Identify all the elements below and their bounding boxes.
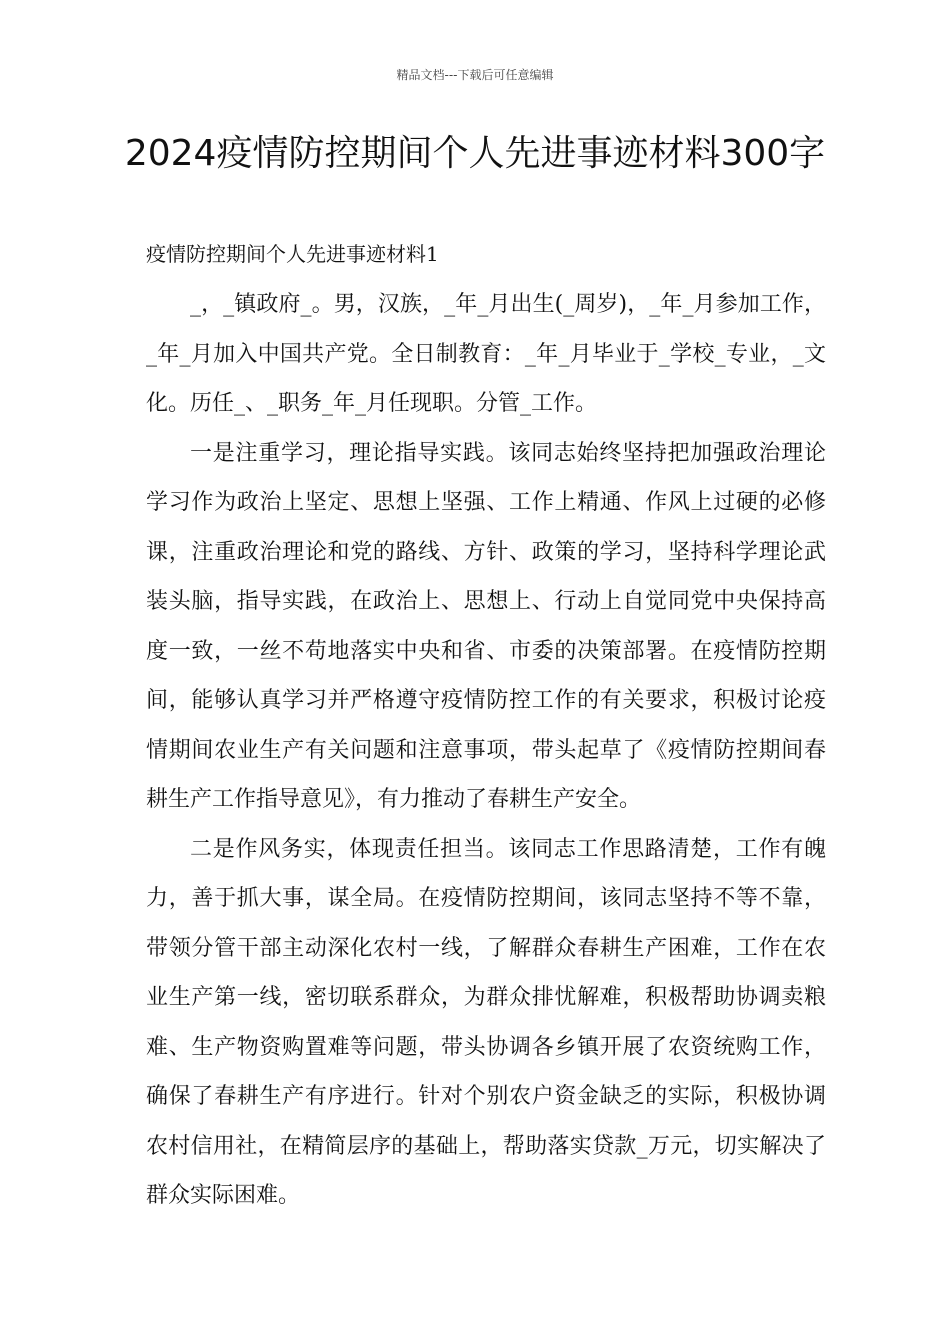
paragraph-3: 二是作风务实，体现责任担当。该同志工作思路清楚，工作有魄力，善于抓大事，谋全局。在疫情防控期间，该同志坚持不等不靠，带领分管干部主动深化农村一线，了解群众春耕生产困难，工作在农业生产第一线，密切联系群众，为群众排忧解难，积极帮助协调卖粮难、生产物资购置难等问题，带头协调各乡镇开展了农资统购工作，确保了春耕生产有序进行。针对个别农户资金缺乏的实际，积极协调农村信用社，在精简层序的基础上，帮助落实贷款_万元，切实解决了群众实际困难。 — [146, 836, 826, 1208]
paragraph-2: 一是注重学习，理论指导实践。该同志始终坚持把加强政治理论学习作为政治上坚定、思想上坚强、工作上精通、作风上过硬的必修课，注重政治理论和党的路线、方针、政策的学习，坚持科学理论武装头脑，指导实践，在政治上、思想上、行动上自觉同党中央保持高度一致，一丝不苟地落实中央和省、市委的决策部署。在疫情防控期间，能够认真学习并严格遵守疫情防控工作的有关要求，积极讨论疫情期间农业生产有关问题和注意事项，带头起草了《疫情防控期间春耕生产工作指导意见》，有力推动了春耕生产安全。 — [146, 440, 826, 812]
document-body — [146, 280, 826, 1221]
document-title: 2024疫情防控期间个人先进事迹材料300字 — [124, 133, 826, 174]
document-subtitle: 疫情防控期间个人先进事迹材料1 — [146, 242, 439, 266]
paragraph-1: _，_镇政府_。男，汉族，_年_月出生(_周岁)，_年_月参加工作，_年_月加入中国共产党。全日制教育：_年_月毕业于_学校_专业，_文化。历任_、_职务_年_月任现职。分管_工作。 — [146, 292, 826, 416]
page-header: 精品文档---下载后可任意编辑 — [396, 68, 554, 82]
